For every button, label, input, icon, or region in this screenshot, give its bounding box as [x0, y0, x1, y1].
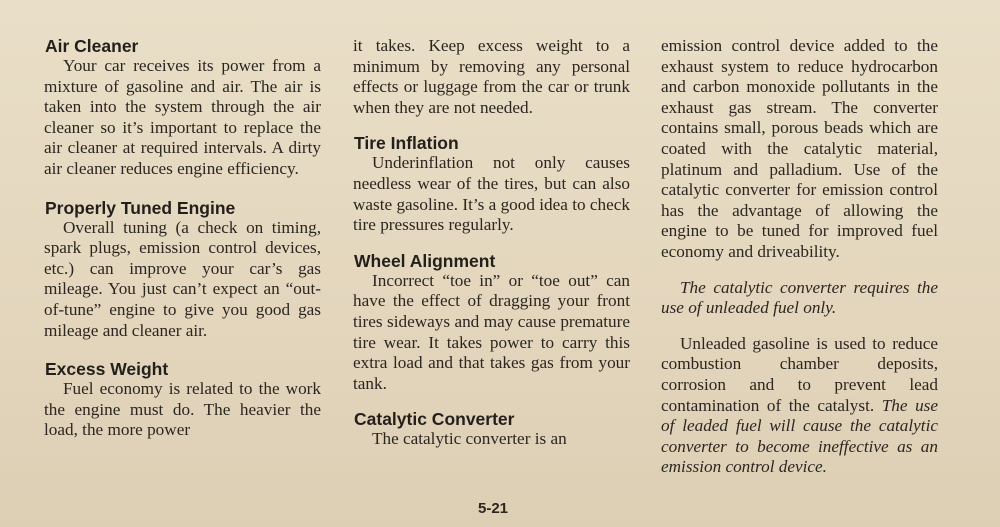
- paragraph-properly-tuned-engine: Overall tuning (a check on timing, spark plugs, emission control devices, etc.) can improve your car’s gas mileage. You just can’t expect an “out-of-tune” engine to give you good gas mileage and cleaner air.: [44, 217, 321, 340]
- heading-tire-inflation: Tire Inflation: [354, 133, 459, 154]
- heading-excess-weight: Excess Weight: [45, 359, 169, 380]
- note-unleaded-fuel-only: The catalytic converter requires the use of unleaded fuel only.: [661, 277, 938, 318]
- paragraph-catalytic-converter: The catalytic converter is an: [372, 429, 567, 449]
- paragraph-wheel-alignment: Incorrect “toe in” or “toe out” can have the effect of dragging your front tires sideways and may cause premature tire wear. It takes power to carry this extra load and that takes gas from your tank.: [353, 270, 630, 393]
- unleaded-gasoline-text: Unleaded gasoline is used to reduce combustion chamber deposits, corrosion and to prevent lead contamination of the catalyst.: [661, 333, 938, 415]
- column-right: [661, 36, 938, 478]
- paragraph-tire-inflation: Underinflation not only causes needless wear of the tires, but can also waste gasoline. It’s a good idea to check tire pressures regularly.: [353, 153, 630, 235]
- heading-catalytic-converter: Catalytic Converter: [354, 409, 515, 430]
- heading-properly-tuned-engine: Properly Tuned Engine: [45, 197, 236, 218]
- paragraph-catalytic-converter-continued: emission control device added to the exhaust system to reduce hydrocarbon and carbon monoxide pollutants in the exhaust gas stream. The converter contains small, porous beads which are coated with the catalytic material, platinum and palladium. Use of the catalytic converter for emission control has the advantage of allowing the engine to be tuned for improved fuel economy and driveability.: [661, 36, 938, 261]
- paragraph-unleaded-gasoline: [661, 334, 938, 478]
- paragraph-excess-weight: Fuel economy is related to the work the engine must do. The heavier the load, the more power: [44, 379, 321, 440]
- paragraph-excess-weight-continued: it takes. Keep excess weight to a minimum by removing any personal effects or luggage from the car or trunk when they are not needed.: [353, 36, 630, 117]
- paragraph-air-cleaner: Your car receives its power from a mixture of gasoline and air. The air is taken into the system through the air cleaner so it’s important to replace the air cleaner at required intervals. A dirty air cleaner reduces engine efficiency.: [44, 56, 321, 178]
- column-left: [44, 36, 321, 441]
- column-middle: [353, 36, 630, 450]
- leaded-fuel-warning: The use of leaded fuel will cause the catalytic converter to become ineffective as an emission control device.: [661, 395, 938, 477]
- heading-air-cleaner: Air Cleaner: [45, 36, 139, 56]
- heading-wheel-alignment: Wheel Alignment: [354, 250, 496, 271]
- page-number: 5-21: [478, 500, 509, 517]
